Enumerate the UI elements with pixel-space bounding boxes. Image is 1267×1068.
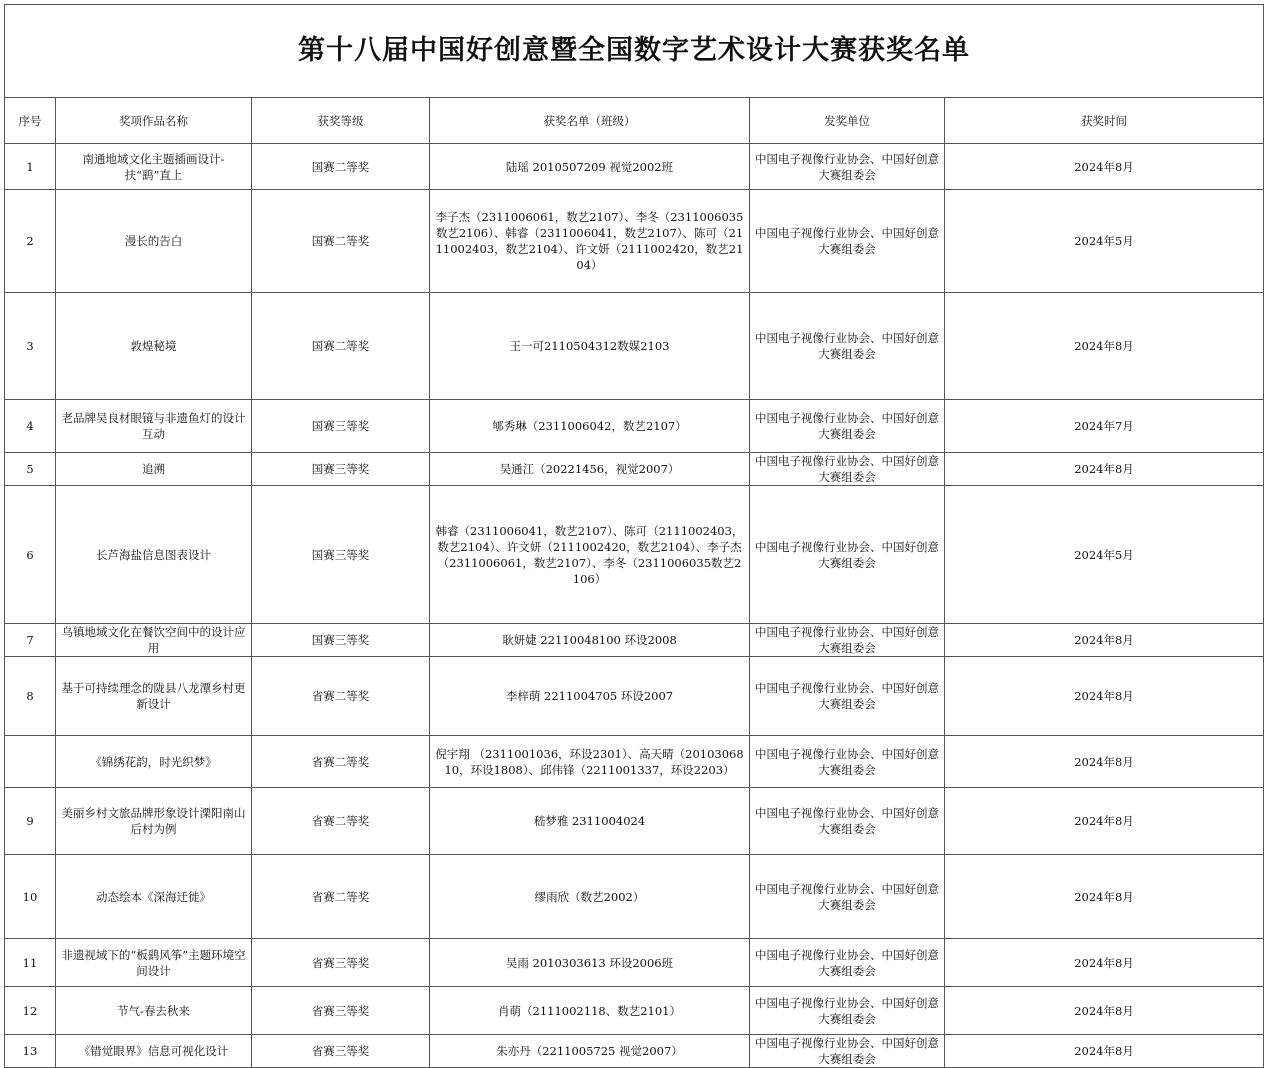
table-row	[5, 657, 1264, 736]
cell-winners: 嵇梦雅 2311004024	[430, 788, 750, 855]
cell-date: 2024年8月	[945, 453, 1264, 486]
cell-no	[5, 736, 56, 788]
cell-org: 中国电子视像行业协会、中国好创意大赛组委会	[750, 1035, 945, 1068]
cell-winners: 郇秀琳（2311006042，数艺2107）	[430, 400, 750, 453]
cell-date: 2024年8月	[945, 788, 1264, 855]
cell-org: 中国电子视像行业协会、中国好创意大赛组委会	[750, 486, 945, 624]
cell-level: 国赛二等奖	[252, 293, 430, 400]
cell-org: 中国电子视像行业协会、中国好创意大赛组委会	[750, 855, 945, 939]
cell-name: 追溯	[56, 453, 252, 486]
cell-no: 12	[5, 987, 56, 1035]
cell-name: 长芦海盐信息图表设计	[56, 486, 252, 624]
cell-org: 中国电子视像行业协会、中国好创意大赛组委会	[750, 939, 945, 987]
cell-winners: 缪雨欣（数艺2002）	[430, 855, 750, 939]
cell-winners: 倪宇翔 （2311001036，环设2301）、高天晴（2010306810，环设1808）、邱伟锋（2211001337，环设2203）	[430, 736, 750, 788]
cell-winners: 李子杰（2311006061，数艺2107）、李冬（2311006035数艺2106）、韩睿（2311006041，数艺2107）、陈可（2111002403，数艺2104）、许文妍（2111002420，数艺2104）	[430, 190, 750, 293]
header-no: 序号	[5, 98, 56, 144]
table-row	[5, 486, 1264, 624]
cell-name: 漫长的告白	[56, 190, 252, 293]
cell-date: 2024年8月	[945, 736, 1264, 788]
cell-level: 国赛三等奖	[252, 453, 430, 486]
cell-no: 4	[5, 400, 56, 453]
cell-name: 基于可持续理念的陇县八龙潭乡村更新设计	[56, 657, 252, 736]
cell-date: 2024年8月	[945, 987, 1264, 1035]
cell-name: 非遗视域下的“板鹞风筝”主题环境空间设计	[56, 939, 252, 987]
cell-level: 省赛二等奖	[252, 657, 430, 736]
cell-org: 中国电子视像行业协会、中国好创意大赛组委会	[750, 736, 945, 788]
cell-name: 乌镇地域文化在餐饮空间中的设计应用	[56, 624, 252, 657]
award-list-table	[4, 4, 1264, 1068]
page-title: 第十八届中国好创意暨全国数字艺术设计大赛获奖名单	[5, 5, 1264, 98]
cell-date: 2024年7月	[945, 400, 1264, 453]
header-winners: 获奖名单（班级）	[430, 98, 750, 144]
header-row	[5, 98, 1264, 144]
cell-org: 中国电子视像行业协会、中国好创意大赛组委会	[750, 144, 945, 190]
cell-winners: 朱亦丹（2211005725 视觉2007）	[430, 1035, 750, 1068]
header-date: 获奖时间	[945, 98, 1264, 144]
table-row	[5, 1035, 1264, 1068]
cell-org: 中国电子视像行业协会、中国好创意大赛组委会	[750, 190, 945, 293]
cell-org: 中国电子视像行业协会、中国好创意大赛组委会	[750, 293, 945, 400]
cell-name: 美丽乡村文旅品牌形象设计溧阳南山后村为例	[56, 788, 252, 855]
table-row	[5, 190, 1264, 293]
cell-name: 节气-春去秋来	[56, 987, 252, 1035]
table-row	[5, 939, 1264, 987]
table-row	[5, 293, 1264, 400]
cell-org: 中国电子视像行业协会、中国好创意大赛组委会	[750, 624, 945, 657]
cell-date: 2024年8月	[945, 144, 1264, 190]
header-org: 发奖单位	[750, 98, 945, 144]
cell-name: 敦煌秘境	[56, 293, 252, 400]
cell-winners: 吴雨 2010303613 环设2006班	[430, 939, 750, 987]
cell-date: 2024年8月	[945, 855, 1264, 939]
cell-no: 6	[5, 486, 56, 624]
cell-level: 省赛二等奖	[252, 788, 430, 855]
table-row	[5, 400, 1264, 453]
cell-no: 3	[5, 293, 56, 400]
cell-winners: 陆瑶 2010507209 视觉2002班	[430, 144, 750, 190]
cell-name: 《锦绣花韵，时光织梦》	[56, 736, 252, 788]
table-row	[5, 987, 1264, 1035]
table-row	[5, 624, 1264, 657]
cell-level: 省赛三等奖	[252, 987, 430, 1035]
cell-date: 2024年8月	[945, 939, 1264, 987]
header-level: 获奖等级	[252, 98, 430, 144]
cell-no: 1	[5, 144, 56, 190]
cell-no: 9	[5, 788, 56, 855]
header-name: 奖项作品名称	[56, 98, 252, 144]
cell-level: 省赛二等奖	[252, 736, 430, 788]
cell-org: 中国电子视像行业协会、中国好创意大赛组委会	[750, 788, 945, 855]
cell-winners: 李梓萌 2211004705 环设2007	[430, 657, 750, 736]
cell-no: 11	[5, 939, 56, 987]
cell-level: 省赛二等奖	[252, 855, 430, 939]
cell-winners: 韩睿（2311006041，数艺2107）、陈可（2111002403，数艺2104）、许文妍（2111002420，数艺2104）、李子杰（2311006061，数艺2107）、李冬（2311006035数艺2106）	[430, 486, 750, 624]
cell-date: 2024年5月	[945, 190, 1264, 293]
cell-level: 省赛三等奖	[252, 939, 430, 987]
cell-level: 国赛三等奖	[252, 400, 430, 453]
cell-name: 动态绘本《深海迁徙》	[56, 855, 252, 939]
cell-date: 2024年8月	[945, 293, 1264, 400]
cell-name: 南通地域文化主题插画设计-扶“鹞”直上	[56, 144, 252, 190]
cell-level: 国赛三等奖	[252, 486, 430, 624]
title-row	[5, 5, 1264, 98]
cell-no: 2	[5, 190, 56, 293]
cell-no: 10	[5, 855, 56, 939]
cell-date: 2024年8月	[945, 1035, 1264, 1068]
cell-org: 中国电子视像行业协会、中国好创意大赛组委会	[750, 453, 945, 486]
table-row	[5, 788, 1264, 855]
table-row	[5, 736, 1264, 788]
cell-no: 13	[5, 1035, 56, 1068]
cell-org: 中国电子视像行业协会、中国好创意大赛组委会	[750, 657, 945, 736]
cell-date: 2024年5月	[945, 486, 1264, 624]
cell-no: 7	[5, 624, 56, 657]
cell-date: 2024年8月	[945, 624, 1264, 657]
cell-level: 国赛二等奖	[252, 190, 430, 293]
table-row	[5, 144, 1264, 190]
cell-level: 国赛三等奖	[252, 624, 430, 657]
table-row	[5, 855, 1264, 939]
cell-no: 5	[5, 453, 56, 486]
cell-org: 中国电子视像行业协会、中国好创意大赛组委会	[750, 987, 945, 1035]
cell-winners: 吴通江（20221456，视觉2007）	[430, 453, 750, 486]
cell-name: 《错觉眼界》信息可视化设计	[56, 1035, 252, 1068]
table-row	[5, 453, 1264, 486]
cell-winners: 王一可2110504312数媒2103	[430, 293, 750, 400]
cell-winners: 耿妍婕 22110048100 环设2008	[430, 624, 750, 657]
cell-no: 8	[5, 657, 56, 736]
cell-level: 国赛二等奖	[252, 144, 430, 190]
cell-date: 2024年8月	[945, 657, 1264, 736]
cell-name: 老品牌吴良材眼镜与非遗鱼灯的设计互动	[56, 400, 252, 453]
cell-level: 省赛三等奖	[252, 1035, 430, 1068]
cell-org: 中国电子视像行业协会、中国好创意大赛组委会	[750, 400, 945, 453]
cell-winners: 肖萌（2111002118、数艺2101）	[430, 987, 750, 1035]
